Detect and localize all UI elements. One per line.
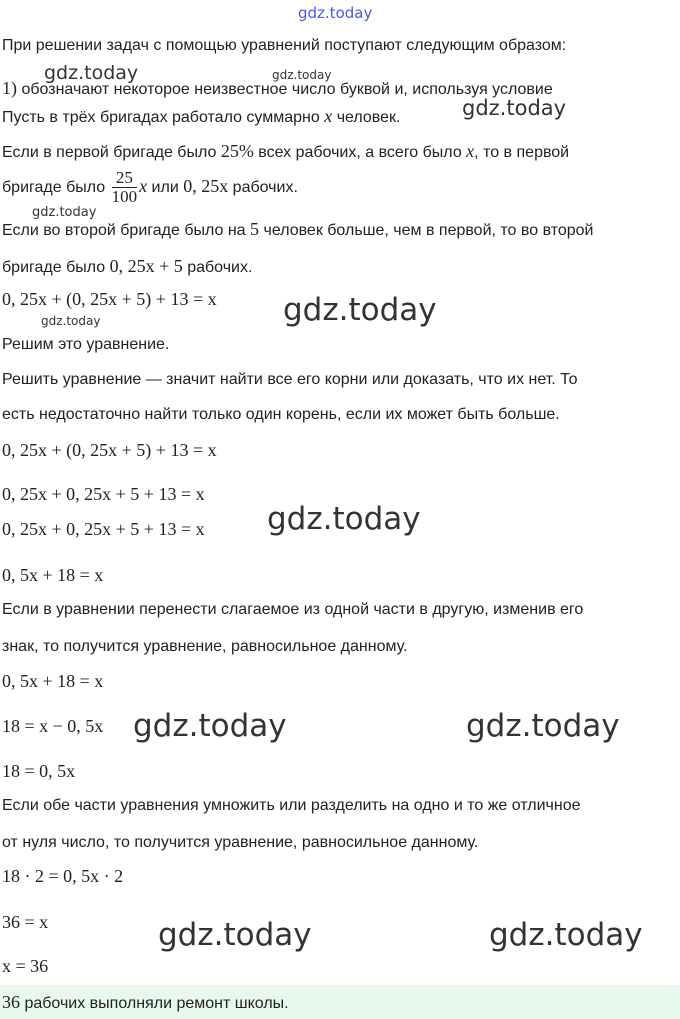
paragraph-5 xyxy=(2,256,252,278)
definition-line-1: Решить уравнение — значит найти все его корни или доказать, что их нет. То xyxy=(2,371,578,388)
intro-text: При решении задач с помощью уравнений поступают следующим образом: xyxy=(2,37,567,54)
watermark: gdz.today xyxy=(133,708,287,744)
watermark: gdz.today xyxy=(462,96,567,120)
watermark: gdz.today xyxy=(466,708,620,744)
equation: 18 · 2 = 0, 5x · 2 xyxy=(2,866,124,886)
text: рабочих. xyxy=(232,179,298,196)
math-number: 5 xyxy=(250,219,260,239)
fraction xyxy=(112,169,138,206)
math-expr: 0, 25x + 5 xyxy=(109,256,183,276)
rule-1-line-1: Если в уравнении перенести слагаемое из одной части в другую, изменив его xyxy=(2,601,584,618)
definition-line-2: есть недостаточно найти только один корень, если их может быть больше. xyxy=(2,406,560,423)
text: Если во второй бригаде было на xyxy=(2,222,246,239)
text: человек. xyxy=(336,109,401,126)
text: всех рабочих, а всего было xyxy=(258,144,462,161)
rule-2-line-2: от нуля число, то получится уравнение, равносильное данному. xyxy=(2,834,479,851)
equation: 36 = x xyxy=(2,912,49,932)
equation: 0, 5x + 18 = x xyxy=(2,671,104,691)
text: бригаде было xyxy=(2,259,106,276)
math-percent: 25% xyxy=(220,141,254,161)
text: или xyxy=(151,179,179,196)
equation: x = 36 xyxy=(2,956,49,976)
rule-2-line-1: Если обе части уравнения умножить или разделить на одно и то же отличное xyxy=(2,797,581,814)
paragraph-3 xyxy=(2,166,298,208)
fraction-denominator: 100 xyxy=(111,187,138,207)
rule-1-line-2: знак, то получится уравнение, равносильное данному. xyxy=(2,638,408,655)
answer-number: 36 xyxy=(2,992,20,1012)
equation: 0, 25x + 0, 25x + 5 + 13 = x xyxy=(2,484,205,504)
watermark: gdz.today xyxy=(272,68,332,82)
answer xyxy=(2,992,289,1014)
watermark: gdz.today xyxy=(283,292,437,328)
equation: 18 = 0, 5x xyxy=(2,761,76,781)
equation: 0, 5x + 18 = x xyxy=(2,565,104,585)
answer-text: рабочих выполняли ремонт школы. xyxy=(24,995,289,1012)
paragraph-2 xyxy=(2,141,569,163)
equation: 0, 25x + 0, 25x + 5 + 13 = x xyxy=(2,519,205,539)
equation: 0, 25x + (0, 25x + 5) + 13 = x xyxy=(2,289,217,309)
watermark: gdz.today xyxy=(489,917,643,953)
watermark: gdz.today xyxy=(32,205,97,220)
text: Пусть в трёх бригадах работало суммарно xyxy=(2,109,320,126)
paragraph-1 xyxy=(2,106,400,128)
equation: 0, 25x + (0, 25x + 5) + 13 = x xyxy=(2,440,217,460)
math-var: x xyxy=(466,141,475,161)
step-1 xyxy=(2,78,553,100)
math-var: x xyxy=(324,106,333,126)
equation: 18 = x − 0, 5x xyxy=(2,716,104,736)
text: бригаде было xyxy=(2,179,106,196)
watermark: gdz.today xyxy=(44,62,139,84)
paragraph-4 xyxy=(2,219,594,241)
step-number: 1) xyxy=(2,78,17,98)
watermark-top: gdz.today xyxy=(298,4,373,22)
math-expr: 0, 25x xyxy=(183,176,229,196)
text: , то в первой xyxy=(474,144,570,161)
fraction-numerator: 25 xyxy=(112,169,138,188)
text: Если в первой бригаде было xyxy=(2,144,217,161)
solve-text: Решим это уравнение. xyxy=(2,336,170,353)
math-var: x xyxy=(139,176,148,196)
watermark: gdz.today xyxy=(158,917,312,953)
step-text: обозначают некоторое неизвестное число буквой и, используя условие xyxy=(21,81,553,98)
text: человек больше, чем в первой, то во второй xyxy=(263,222,594,239)
watermark: gdz.today xyxy=(41,314,101,328)
watermark: gdz.today xyxy=(267,501,421,537)
text: рабочих. xyxy=(187,259,253,276)
